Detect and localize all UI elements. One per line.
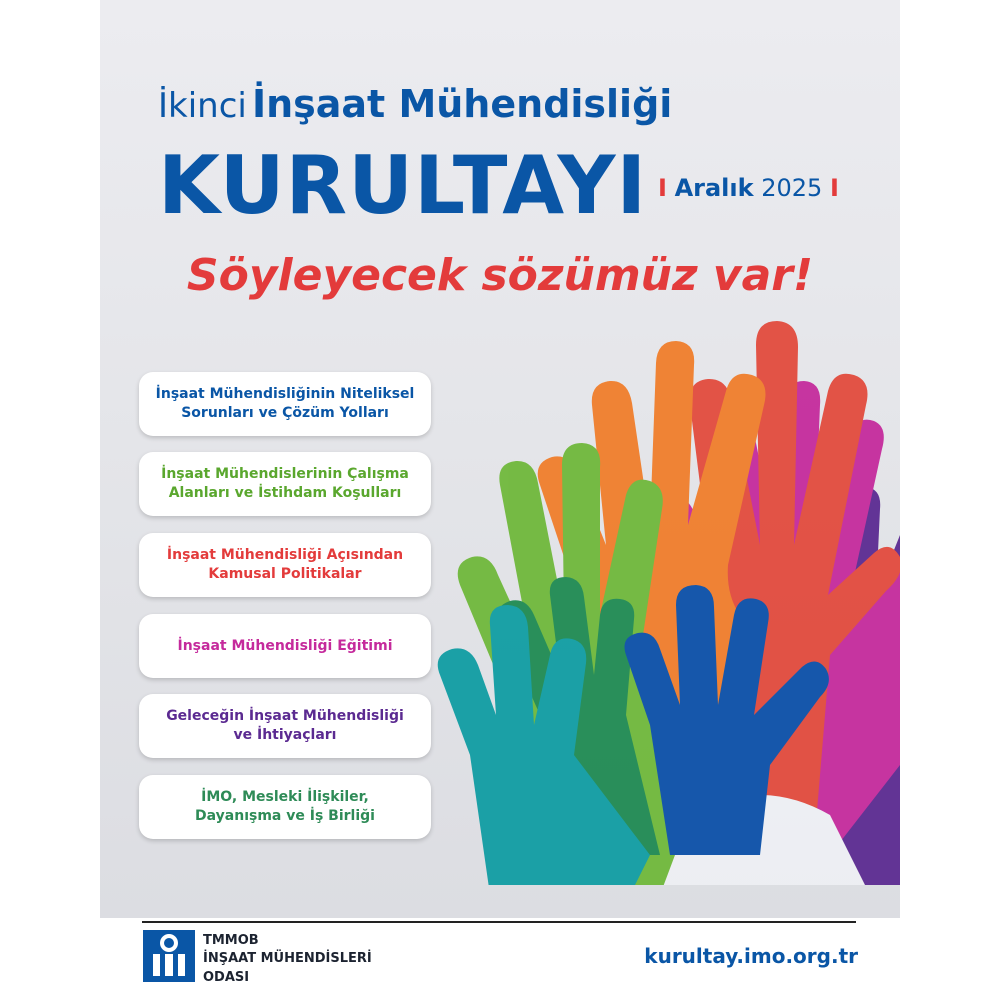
topic-label: İnşaat Mühendisliğinin Niteliksel Sorunları ve Çözüm Yolları [155, 386, 415, 421]
org-line-2: İNŞAAT MÜHENDİSLERİ [203, 951, 372, 967]
title-main: İnşaat Mühendisliği [251, 82, 673, 126]
event-date [658, 174, 839, 202]
topic-card [139, 775, 431, 839]
topic-label: İnşaat Mühendislerinin Çalışma Alanları ve İstihdam Koşulları [161, 466, 409, 501]
topic-card [139, 533, 431, 597]
title-kurultayi: KURULTAYI [158, 139, 648, 232]
topic-card [139, 694, 431, 758]
org-line-1: TMMOB [203, 933, 259, 948]
topic-label: Geleceğin İnşaat Mühendisliği ve İhtiyaçları [166, 708, 404, 743]
topic-label: İnşaat Mühendisliği Açısından Kamusal Politikalar [166, 547, 404, 582]
org-line-3: ODASI [203, 969, 250, 985]
footer-divider [142, 921, 856, 923]
website-link[interactable]: kurultay.imo.org.tr [644, 944, 858, 968]
slogan: Söyleyecek sözümüz var! [186, 250, 814, 301]
imo-logo-icon [143, 930, 195, 982]
hands-illustration [430, 295, 900, 918]
topic-label: İMO, Mesleki İlişkiler, Dayanışma ve İş Birliği [195, 789, 375, 824]
org-name [203, 932, 372, 987]
date-month: Aralık [674, 174, 754, 202]
topic-card [139, 372, 431, 436]
title-line-1 [158, 82, 672, 126]
title-prefix: İkinci [158, 86, 247, 126]
date-separator-right: I [829, 174, 839, 202]
topic-card [139, 452, 431, 516]
topic-label: İnşaat Mühendisliği Eğitimi [177, 637, 393, 654]
date-year: 2025 [761, 174, 823, 202]
topic-card [139, 614, 431, 678]
date-separator-left: I [658, 174, 667, 202]
